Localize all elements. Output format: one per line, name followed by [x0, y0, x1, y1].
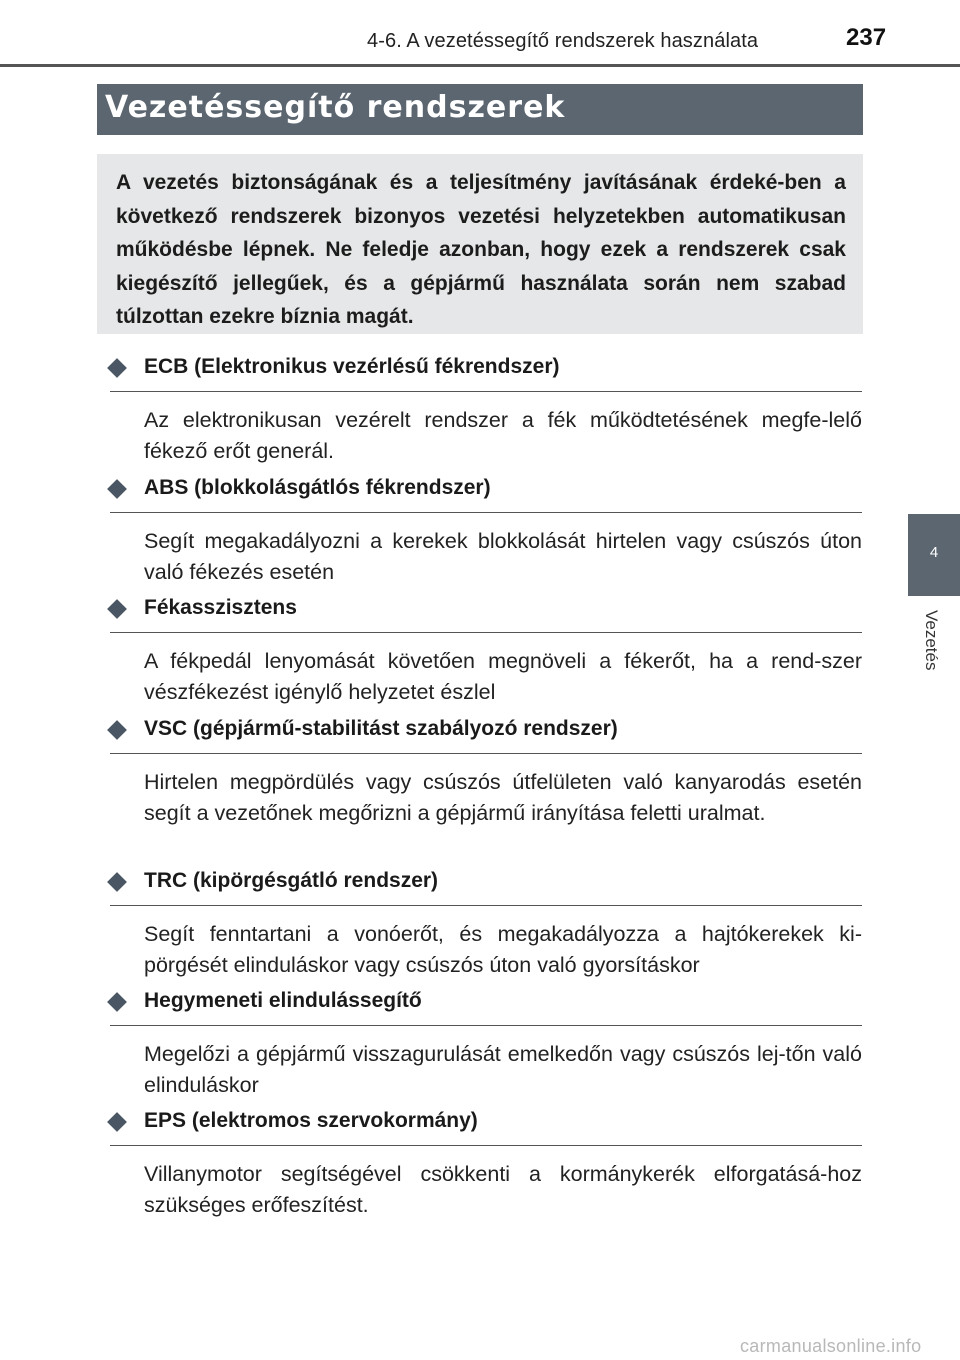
section-body: A fékpedál lenyomását követően megnöveli a fékerőt, ha a rend-szer vészfékezést igénylő helyzetet észlel	[144, 649, 862, 704]
section-abs	[110, 476, 862, 587]
intro-text: A vezetés biztonságának és a teljesítmény javításának érdeké-ben a következő rendszerek bizonyos vezetési helyzetekben automatikusan működésbe lépnek. Ne feledje azonban, hogy ezek a rendszerek csak kiegészítő jellegűek, és a gépjármű használata során nem szabad túlzottan ezekre bíznia magát.	[116, 171, 846, 328]
diamond-bullet-icon	[107, 872, 127, 892]
section-eps	[110, 1109, 862, 1220]
section-body: Segít megakadályozni a kerekek blokkolását hirtelen vagy csúszós úton való fékezés esetén	[144, 529, 862, 584]
section-title: ABS (blokkolásgátlós fékrendszer)	[144, 476, 491, 499]
section-title: ECB (Elektronikus vezérlésű fékrendszer)	[144, 355, 560, 378]
chapter-number: 4	[929, 544, 939, 561]
section-head	[110, 476, 862, 513]
header-rule	[0, 64, 960, 67]
section-ecb	[110, 355, 862, 466]
page-title: Vezetéssegítő rendszerek	[105, 90, 566, 125]
section-head	[110, 355, 862, 392]
section-title: VSC (gépjármű-stabilitást szabályozó rendszer)	[144, 717, 618, 740]
section-head	[110, 717, 862, 754]
section-brake-assist	[110, 596, 862, 707]
section-body: Megelőzi a gépjármű visszagurulását emelkedőn vagy csúszós lej-tőn való elinduláskor	[144, 1042, 862, 1097]
diamond-bullet-icon	[107, 479, 127, 499]
diamond-bullet-icon	[107, 720, 127, 740]
diamond-bullet-icon	[107, 992, 127, 1012]
section-head	[110, 989, 862, 1026]
diamond-bullet-icon	[107, 1112, 127, 1132]
section-head	[110, 596, 862, 633]
section-body: Villanymotor segítségével csökkenti a kormánykerék elforgatásá-hoz szükséges erőfeszítést.	[144, 1162, 862, 1217]
section-head	[110, 869, 862, 906]
section-body: Az elektronikusan vezérelt rendszer a fék működtetésének megfe-lelő fékező erőt generál.	[144, 408, 862, 463]
section-title: Hegymeneti elindulássegítő	[144, 989, 422, 1012]
page-number: 237	[846, 24, 887, 51]
section-title: TRC (kipörgésgátló rendszer)	[144, 869, 439, 892]
section-title: EPS (elektromos szervokormány)	[144, 1109, 478, 1132]
diamond-bullet-icon	[107, 599, 127, 619]
section-trc	[110, 869, 862, 980]
watermark: carmanualsonline.info	[740, 1336, 922, 1356]
diamond-bullet-icon	[107, 358, 127, 378]
intro-box	[97, 154, 863, 334]
section-title: Fékasszisztens	[144, 596, 297, 619]
chapter-side-tab	[908, 514, 960, 596]
section-body: Hirtelen megpördülés vagy csúszós útfelületen való kanyarodás esetén segít a vezetőnek megőrizni a gépjármű irányítása feletti uralmat.	[144, 770, 862, 825]
title-bar	[97, 84, 863, 135]
chapter-side-label: Vezetés	[922, 610, 941, 671]
section-head	[110, 1109, 862, 1146]
section-vsc	[110, 717, 862, 828]
section-hill-start	[110, 989, 862, 1100]
section-body: Segít fenntartani a vonóerőt, és megakadályozza a hajtókerekek ki-pörgését elinduláskor vagy csúszós úton való gyorsításkor	[144, 922, 862, 977]
header-section-title: 4-6. A vezetéssegítő rendszerek használata	[367, 30, 759, 52]
